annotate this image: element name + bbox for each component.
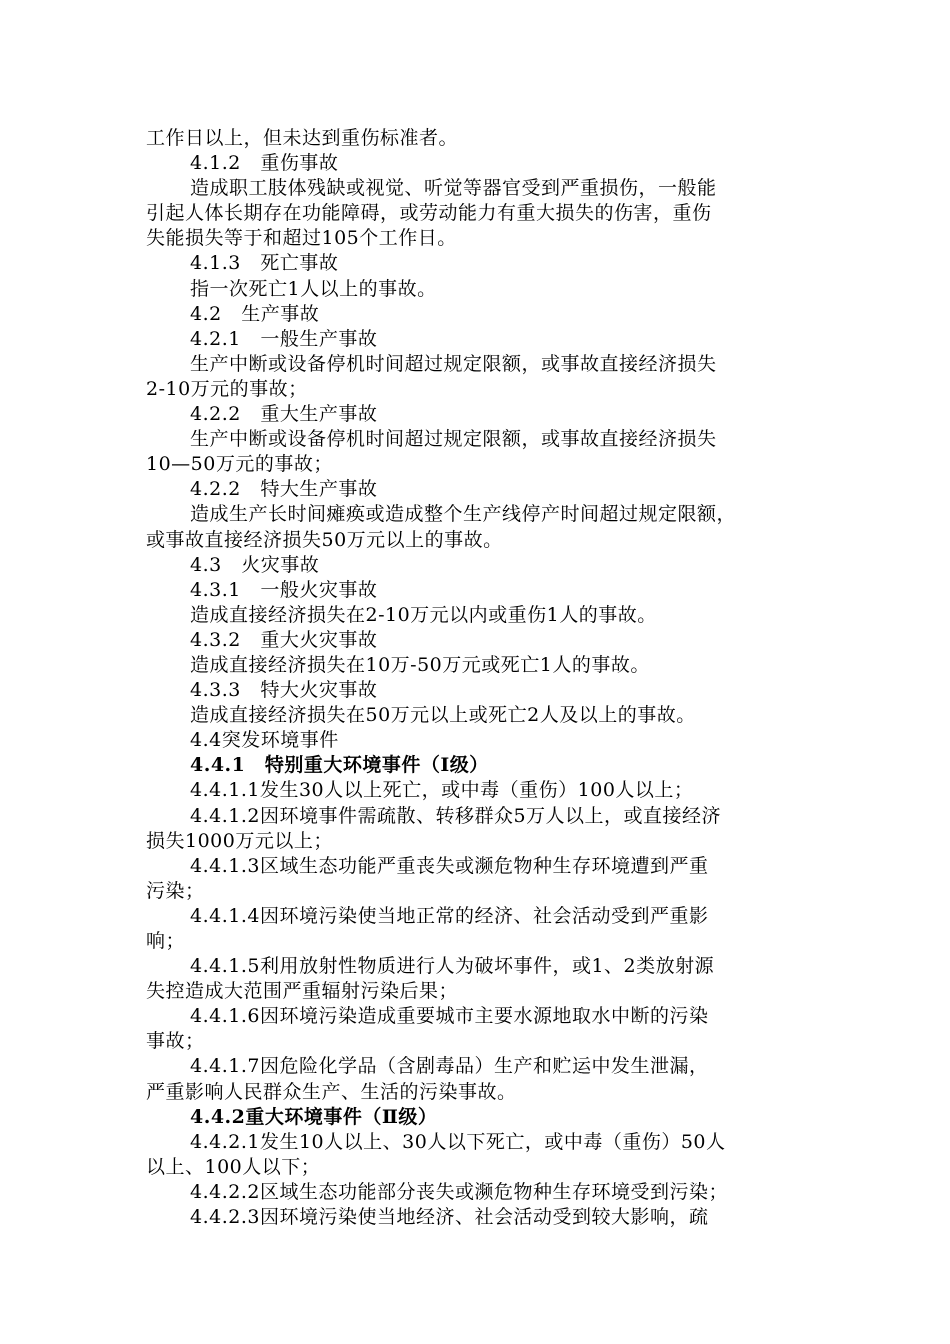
text-line: 引起人体长期存在功能障碍，或劳动能力有重大损失的伤害，重伤: [146, 202, 712, 225]
text-line: 4.4.2.1发生10人以上、30人以下死亡，或中毒（重伤）50人: [190, 1130, 726, 1153]
text-line: 失控造成大范围严重辐射污染后果；: [146, 980, 459, 1003]
section-heading: 4.1.2 重伤事故: [190, 152, 339, 175]
text-line: 指一次死亡1人以上的事故。: [190, 277, 437, 300]
document-body: [146, 126, 836, 1230]
section-heading: 4.3.3 特大火灾事故: [190, 679, 378, 702]
text-line: 4.4.1.7因危险化学品（含剧毒品）生产和贮运中发生泄漏，: [190, 1055, 709, 1078]
text-line: 造成职工肢体残缺或视觉、听觉等器官受到严重损伤，一般能: [190, 177, 717, 200]
section-heading: 4.2.2 特大生产事故: [190, 478, 378, 501]
text-line: 污染；: [146, 879, 205, 902]
text-line: 4.4.1.1发生30人以上死亡，或中毒（重伤）100人以上；: [190, 779, 694, 802]
text-line: 4.4.1.2因环境事件需疏散、转移群众5万人以上，或直接经济: [190, 804, 722, 827]
section-heading: 4.2.1 一般生产事故: [190, 327, 378, 350]
text-line: 事故；: [146, 1030, 205, 1053]
text-line: 造成直接经济损失在10万-50万元或死亡1人的事故。: [190, 653, 650, 676]
text-line: 失能损失等于和超过105个工作日。: [146, 227, 457, 250]
section-heading: 4.4突发环境事件: [190, 729, 339, 752]
section-heading: 4.3.2 重大火灾事故: [190, 628, 378, 651]
text-line: 4.4.1.4因环境污染使当地正常的经济、社会活动受到严重影: [190, 904, 709, 927]
text-line: 2-10万元的事故；: [146, 377, 308, 400]
text-line: 4.4.1.6因环境污染造成重要城市主要水源地取水中断的污染: [190, 1005, 709, 1028]
section-heading: 4.1.3 死亡事故: [190, 252, 339, 275]
text-line: 工作日以上，但未达到重伤标准者。: [146, 127, 459, 149]
text-line: 4.4.1.5利用放射性物质进行人为破坏事件，或1、2类放射源: [190, 955, 715, 978]
text-line: 响；: [146, 930, 186, 952]
section-heading-bold: 4.4.2重大环境事件（Ⅱ级）: [190, 1105, 438, 1128]
section-heading-bold: 4.4.1 特别重大环境事件（Ⅰ级）: [190, 754, 489, 777]
text-line: 生产中断或设备停机时间超过规定限额，或事故直接经济损失: [190, 352, 717, 375]
text-line: 以上、100人以下；: [146, 1155, 321, 1178]
text-line: 4.4.2.2区域生态功能部分丧失或濒危物种生存环境受到污染；: [190, 1180, 728, 1203]
section-heading: 4.3 火灾事故: [190, 553, 320, 576]
text-line: 4.4.1.3区域生态功能严重丧失或濒危物种生存环境遭到严重: [190, 854, 709, 877]
text-line: 造成直接经济损失在50万元以上或死亡2人及以上的事故。: [190, 704, 696, 727]
text-line: 造成直接经济损失在2-10万元以内或重伤1人的事故。: [190, 603, 657, 626]
text-line: 严重影响人民群众生产、生活的污染事故。: [146, 1080, 517, 1103]
text-line: 损失1000万元以上；: [146, 829, 333, 852]
section-heading: 4.3.1 一般火灾事故: [190, 578, 378, 601]
text-line: 10—50万元的事故；: [146, 453, 333, 476]
section-heading: 4.2 生产事故: [190, 302, 320, 325]
text-line: 4.4.2.3因环境污染使当地经济、社会活动受到较大影响，疏: [190, 1206, 709, 1229]
text-line: 造成生产长时间瘫痪或造成整个生产线停产时间超过规定限额，: [190, 503, 737, 526]
text-line: 或事故直接经济损失50万元以上的事故。: [146, 528, 503, 551]
section-heading: 4.2.2 重大生产事故: [190, 403, 378, 426]
text-line: 生产中断或设备停机时间超过规定限额，或事故直接经济损失: [190, 428, 717, 451]
